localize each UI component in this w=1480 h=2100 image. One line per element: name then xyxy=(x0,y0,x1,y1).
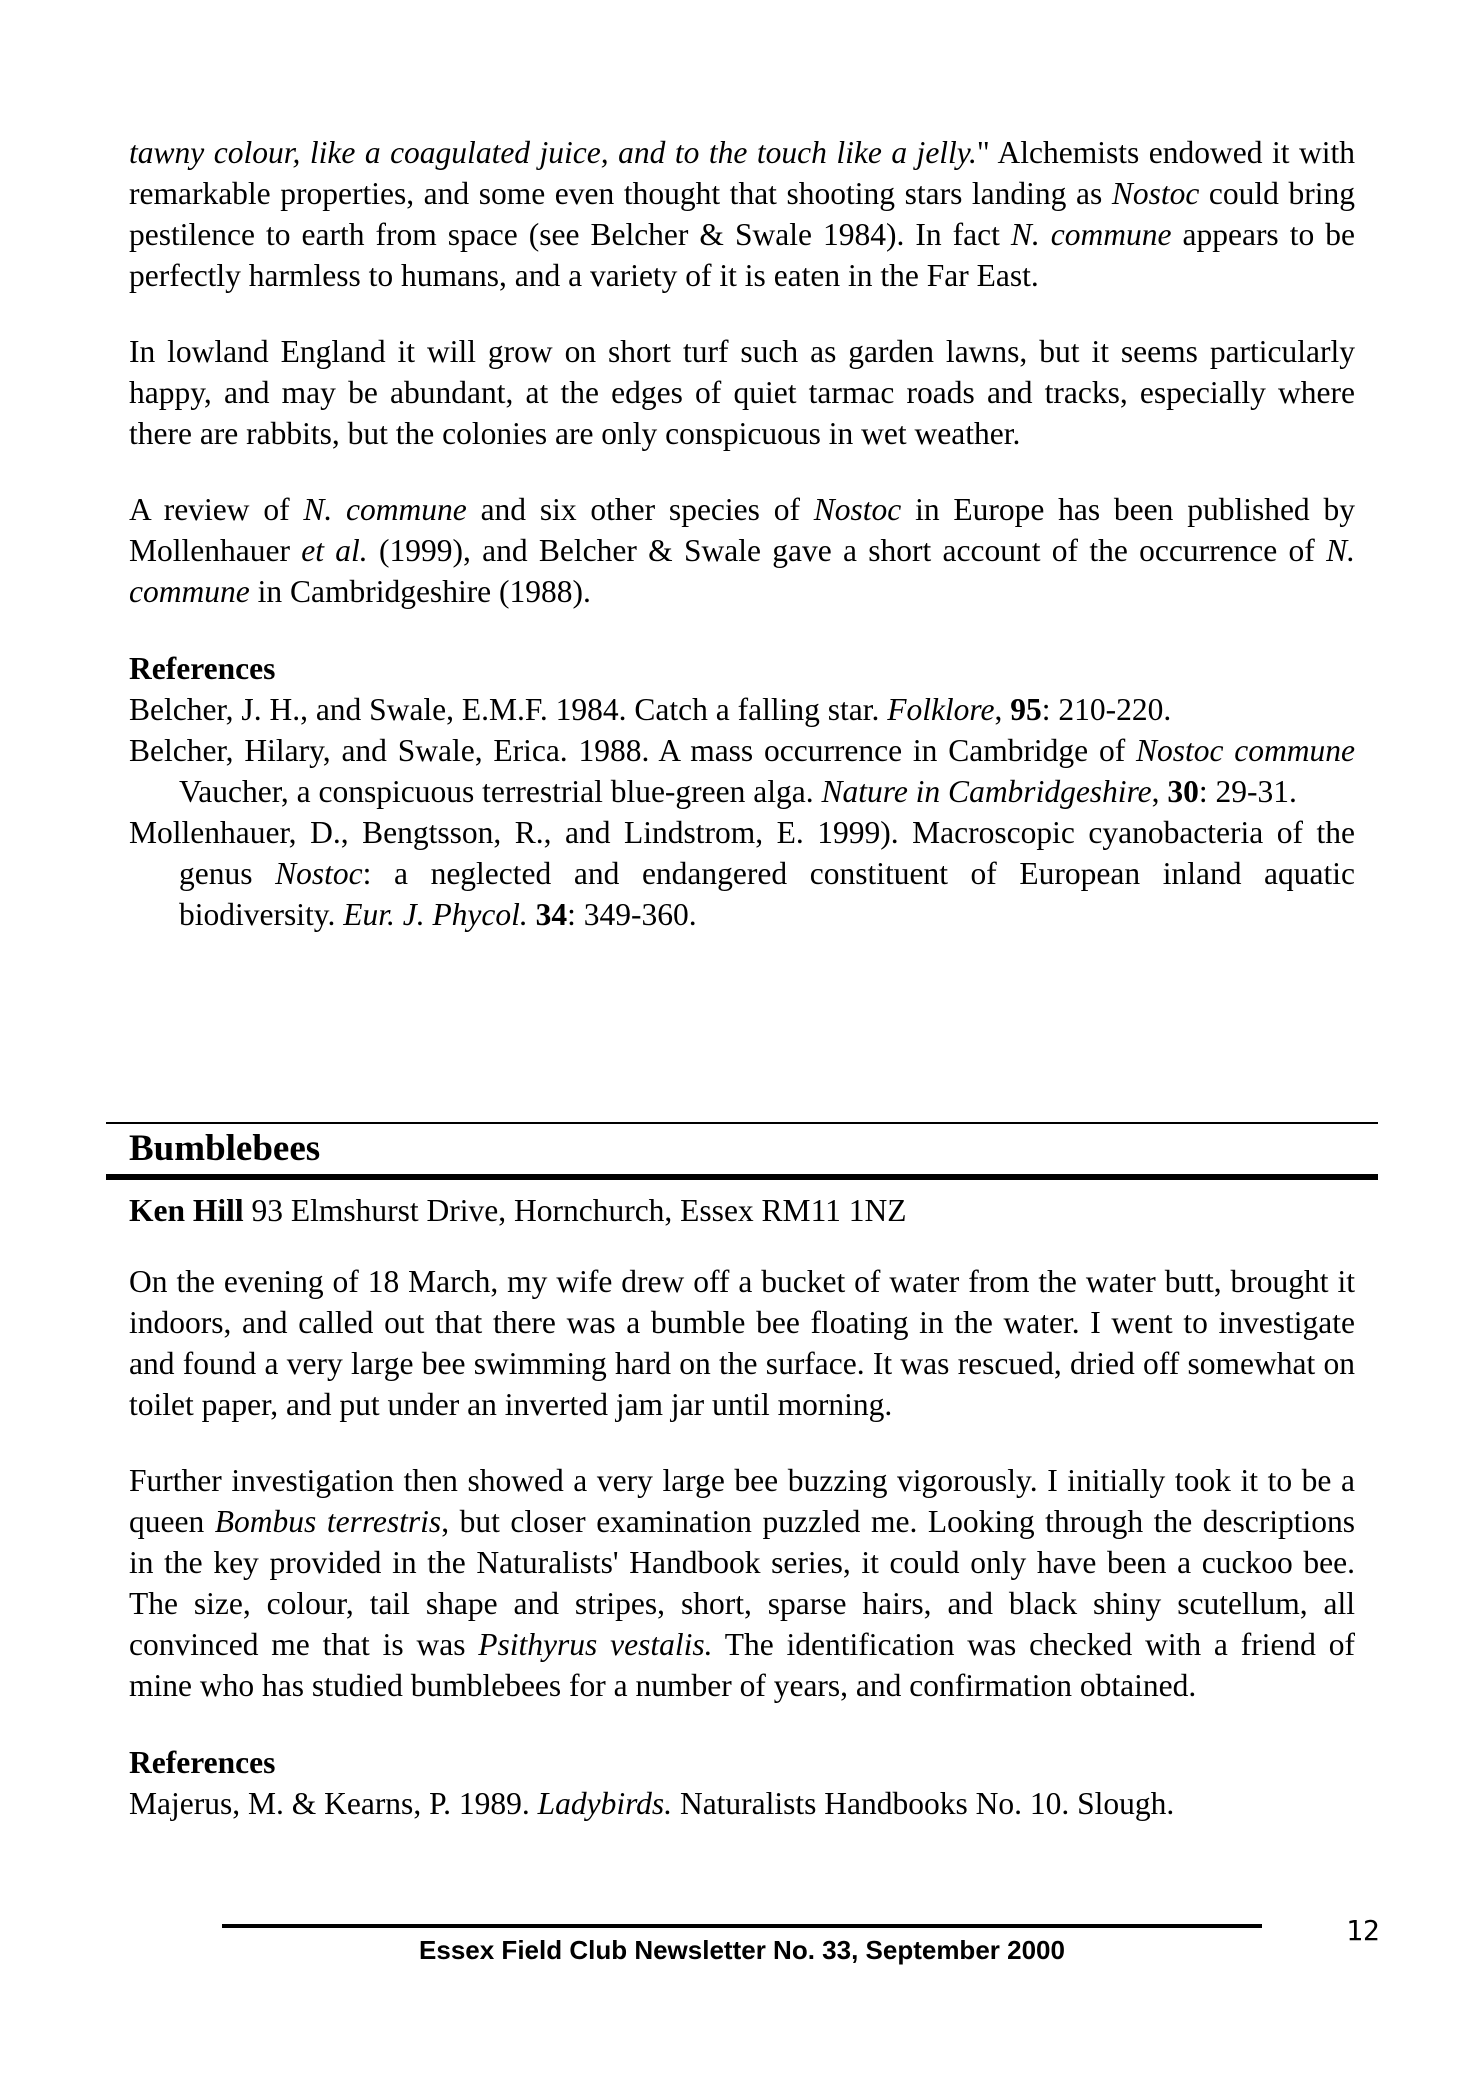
section-divider-bottom xyxy=(106,1174,1378,1180)
text-run: Vaucher, a conspicuous terrestrial blue-green alga. xyxy=(179,774,822,809)
volume-number: 95 xyxy=(1010,692,1042,727)
text-run: : 210-220. xyxy=(1041,692,1172,727)
journal-name: Nature in Cambridgeshire xyxy=(821,774,1152,809)
reference-item xyxy=(129,689,1355,730)
author-line xyxy=(129,1190,1355,1231)
text-run: in Europe has been published by Mollenhauer xyxy=(129,492,1355,568)
species-name: N. commune xyxy=(303,492,467,527)
genus-name: Nostoc xyxy=(813,492,902,527)
text-run xyxy=(528,897,536,932)
text-run: " Alchemists endowed it with remarkable properties, and some even thought that shooting stars landing as xyxy=(129,135,1355,211)
text-run: (1999), and Belcher & Swale gave a short account of the occurrence of xyxy=(367,533,1327,568)
text-run: : 29-31. xyxy=(1198,774,1297,809)
text-run: Naturalists Handbooks No. 10. Slough. xyxy=(672,1786,1175,1821)
text-run: Further investigation then showed a very large bee buzzing vigorously. I initially took it to be a queen xyxy=(129,1463,1355,1539)
journal-name: Eur. J. Phycol. xyxy=(343,897,528,932)
text-run: The identification was checked with a friend of mine who has studied bumblebees for a number of years, and confirmation obtained. xyxy=(129,1627,1355,1703)
book-title: Ladybirds. xyxy=(537,1786,673,1821)
volume-number: 30 xyxy=(1167,774,1199,809)
et-al: et al. xyxy=(301,533,368,568)
reference-item xyxy=(129,1783,1355,1824)
text-run: , xyxy=(1151,774,1168,809)
text-run: , xyxy=(994,692,1011,727)
text-run: : a neglected and endangered constituent of European inland aquatic biodiversity. xyxy=(179,856,1355,932)
text-run: Majerus, M. & Kearns, P. 1989. xyxy=(129,1786,538,1821)
text-run: could bring pestilence to earth from space (see Belcher & Swale 1984). In fact xyxy=(129,176,1355,252)
paragraph-lowland-england: In lowland England it will grow on short turf such as garden lawns, but it seems particularly happy, and may be abundant, at the edges of quiet tarmac roads and tracks, especially where there are rabbits, but the colonies are only conspicuous in wet weather. xyxy=(129,334,1355,451)
article-continuation xyxy=(129,132,1355,935)
italic-quote: tawny colour, like a coagulated juice, and to the touch like a jelly. xyxy=(129,135,977,170)
journal-name: Folklore xyxy=(887,692,995,727)
reference-item xyxy=(129,812,1355,935)
section-divider-top xyxy=(106,1122,1378,1124)
text-run: Mollenhauer, D., Bengtsson, R., and Lindstrom, E. 1999). Macroscopic cyanobacteria of the genus xyxy=(129,815,1355,891)
author-name: Ken Hill xyxy=(129,1193,244,1228)
text-run: and six other species of xyxy=(466,492,814,527)
text-run: , but closer examination puzzled me. Looking through the descriptions in the key provided in the Naturalists' Handbook series, it could only have been a cuckoo bee. The size, colour, tail shape and stripes, short, sparse hairs, and black shiny scutellum, all convinced me that is was xyxy=(129,1504,1355,1662)
footer-rule xyxy=(222,1924,1262,1928)
section-title: Bumblebees xyxy=(129,1128,321,1169)
text-run: A review of xyxy=(129,492,304,527)
references-heading: References xyxy=(129,1745,276,1780)
species-name: Bombus terrestris xyxy=(214,1504,442,1539)
text-run: Belcher, Hilary, and Swale, Erica. 1988. A mass occurrence in Cambridge of xyxy=(129,733,1136,768)
paragraph-nostoc-history xyxy=(129,132,1355,296)
footer-text: Essex Field Club Newsletter No. 33, September 2000 xyxy=(419,1935,1065,1965)
genus-name: Nostoc xyxy=(1111,176,1200,211)
volume-number: 34 xyxy=(535,897,568,932)
text-run: : 349-360. xyxy=(567,897,697,932)
text-run: appears to be perfectly harmless to humans, and a variety of it is eaten in the Far East. xyxy=(129,217,1355,293)
paragraph-bee-rescue: On the evening of 18 March, my wife drew off a bucket of water from the water butt, brought it indoors, and called out that there was a bumble bee floating in the water. I went to investigate and found a very large bee swimming hard on the surface. It was rescued, dried off somewhat on toilet paper, and put under an inverted jam jar until morning. xyxy=(129,1264,1355,1422)
species-name: Psithyrus vestalis. xyxy=(478,1627,713,1662)
text-run: in Cambridgeshire (1988). xyxy=(249,574,591,609)
species-name: N. commune xyxy=(129,533,1355,609)
paragraph-review xyxy=(129,489,1355,612)
references-heading: References xyxy=(129,651,276,686)
author-address: 93 Elmshurst Drive, Hornchurch, Essex RM11 1NZ xyxy=(243,1193,907,1228)
species-name: N. commune xyxy=(1010,217,1172,252)
bumblebees-article xyxy=(129,1190,1355,1824)
genus-name: Nostoc xyxy=(275,856,363,891)
text-run: Belcher, J. H., and Swale, E.M.F. 1984. Catch a falling star. xyxy=(129,692,888,727)
page-number: 12 xyxy=(1346,1914,1380,1947)
paragraph-identification xyxy=(129,1460,1355,1706)
species-name: Nostoc commune xyxy=(1136,733,1356,768)
reference-item xyxy=(129,730,1355,812)
